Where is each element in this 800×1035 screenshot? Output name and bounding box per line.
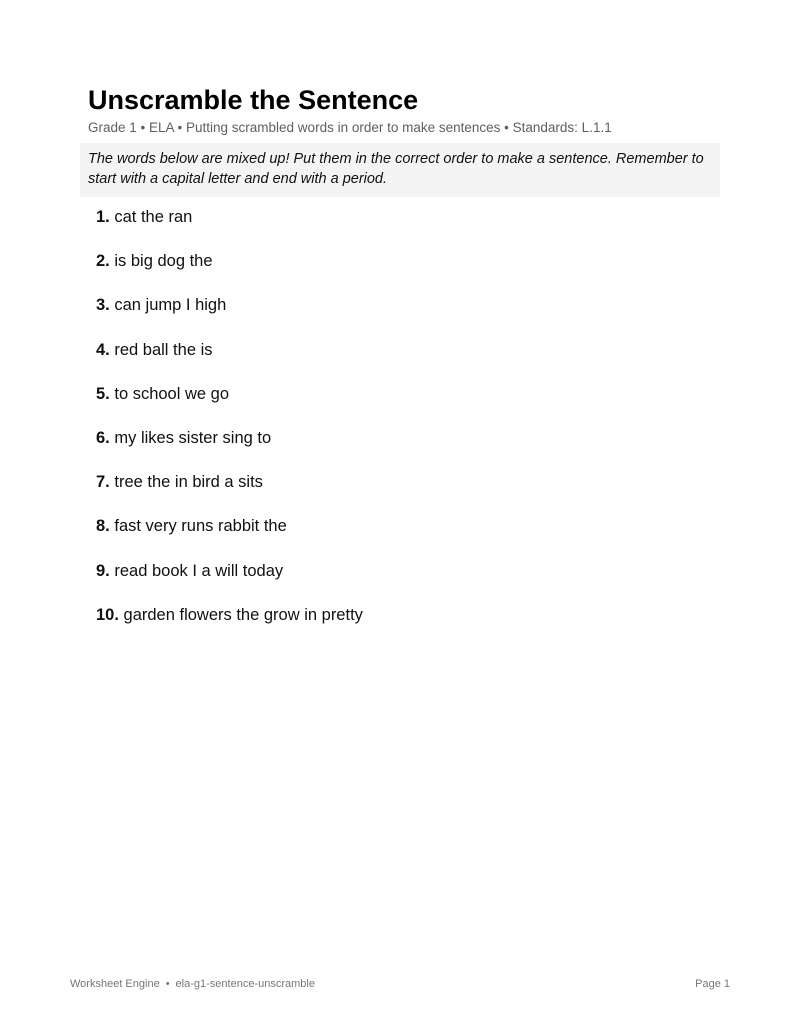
list-item <box>96 339 720 361</box>
footer-slug: ela-g1-sentence-unscramble <box>175 978 315 990</box>
item-text: cat the ran <box>114 208 193 226</box>
item-number: 4. <box>96 340 110 359</box>
item-text: is big dog the <box>114 252 213 271</box>
item-number: 2. <box>96 252 110 271</box>
item-text: red ball the is <box>114 340 213 359</box>
item-number: 5. <box>96 384 110 403</box>
item-text: tree the in bird a sits <box>114 473 263 492</box>
instructions-box: The words below are mixed up! Put them in the correct order to make a sentence. Remember to start with a capital letter and end with a period. <box>80 143 720 197</box>
item-text: to school we go <box>114 384 230 403</box>
footer-separator: • <box>165 978 170 990</box>
item-number: 6. <box>96 428 110 447</box>
item-number: 7. <box>96 473 110 492</box>
list-item <box>96 604 720 626</box>
list-item <box>96 206 720 228</box>
item-number: 8. <box>96 517 110 536</box>
item-text: fast very runs rabbit the <box>114 517 287 536</box>
worksheet <box>88 84 720 648</box>
item-text: read book I a will today <box>114 561 284 580</box>
page-number: Page 1 <box>695 978 730 990</box>
list-item <box>96 515 720 537</box>
item-number: 10. <box>96 605 119 624</box>
page-title: Unscramble the Sentence <box>88 85 419 115</box>
list-item <box>96 250 720 272</box>
list-item <box>96 471 720 493</box>
list-item <box>96 560 720 582</box>
item-text: can jump I high <box>114 296 227 315</box>
list-item <box>96 427 720 449</box>
scrambled-sentence-list <box>88 206 720 626</box>
item-number: 1. <box>96 208 110 226</box>
item-text: garden flowers the grow in pretty <box>123 605 363 624</box>
footer-engine: Worksheet Engine <box>70 978 160 990</box>
item-number: 9. <box>96 561 110 580</box>
worksheet-meta: Grade 1 • ELA • Putting scrambled words in order to make sentences • Standards: L.1.1 <box>88 120 612 135</box>
page-footer <box>70 978 730 990</box>
item-text: my likes sister sing to <box>114 428 272 447</box>
item-number: 3. <box>96 296 110 315</box>
list-item <box>96 294 720 316</box>
list-item <box>96 383 720 405</box>
footer-left <box>70 978 315 990</box>
